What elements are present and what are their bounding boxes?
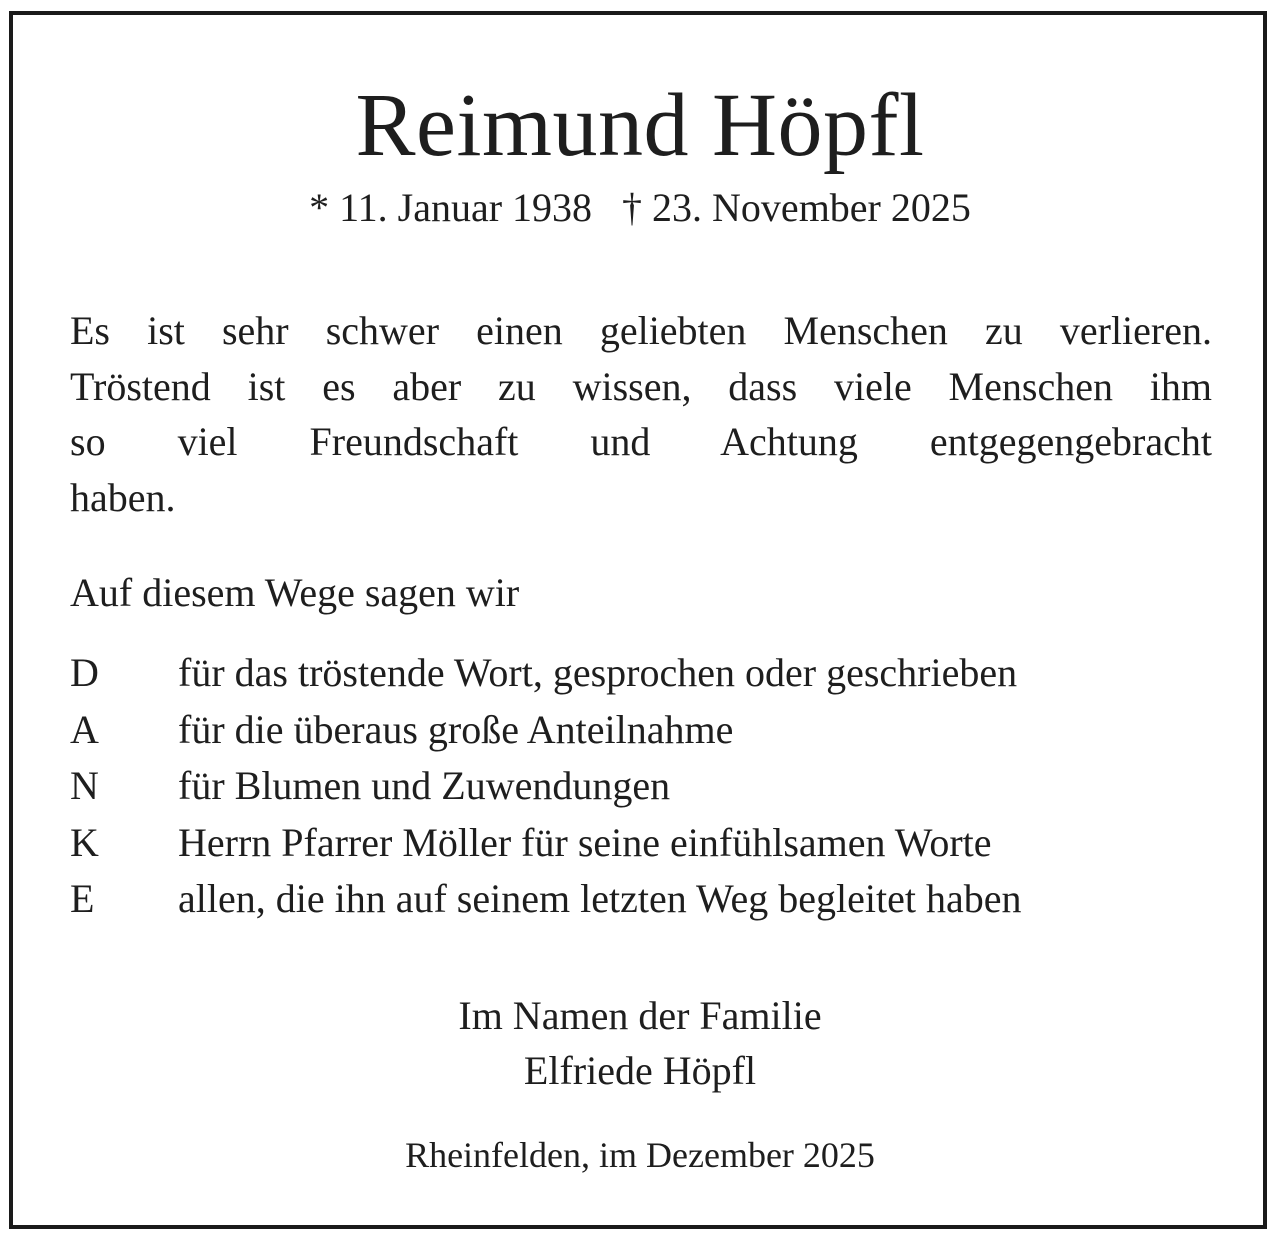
intro-line: haben. [70,474,176,520]
danke-text: für die überaus große Anteilnahme [178,706,734,752]
danke-row [70,758,1022,815]
danke-row [70,645,1022,702]
family-signoff [0,988,1280,1098]
place-and-date: Rheinfelden, im Dezember 2025 [405,1135,875,1175]
danke-text: für das tröstende Wort, gesprochen oder geschrieben [178,650,1018,695]
birth-date: * 11. Januar 1938 [309,185,593,230]
danke-text: für Blumen und Zuwendungen [178,763,671,808]
intro-line: so viel Freundschaft und Achtung entgegengebracht [70,419,1212,464]
death-date: † 23. November 2025 [622,185,971,230]
danke-text: allen, die ihn auf seinem letzten Weg begleitet haben [178,876,1022,921]
danke-letter: D [70,650,99,695]
life-dates [0,184,1280,232]
signoff-line-family: Im Namen der Familie [458,993,822,1038]
intro-line: Es ist sehr schwer einen geliebten Menschen zu verlieren. [70,308,1212,353]
danke-row [70,702,1022,759]
danke-letter: K [70,819,99,865]
danke-letter: E [70,876,95,921]
intro-paragraph [70,303,1212,525]
danke-list [70,645,1022,928]
danke-row [70,815,1022,872]
danke-letter: N [70,763,99,808]
deceased-name: Reimund Höpfl [355,76,925,175]
intro-line: Tröstend ist es aber zu wissen, dass viele Menschen ihm [70,363,1212,409]
danke-text: Herrn Pfarrer Möller für seine einfühlsamen Worte [178,819,992,865]
thanks-lead: Auf diesem Wege sagen wir [70,570,520,615]
signoff-line-name: Elfriede Höpfl [523,1048,757,1093]
danke-row [70,871,1022,928]
danke-letter: A [70,706,99,752]
